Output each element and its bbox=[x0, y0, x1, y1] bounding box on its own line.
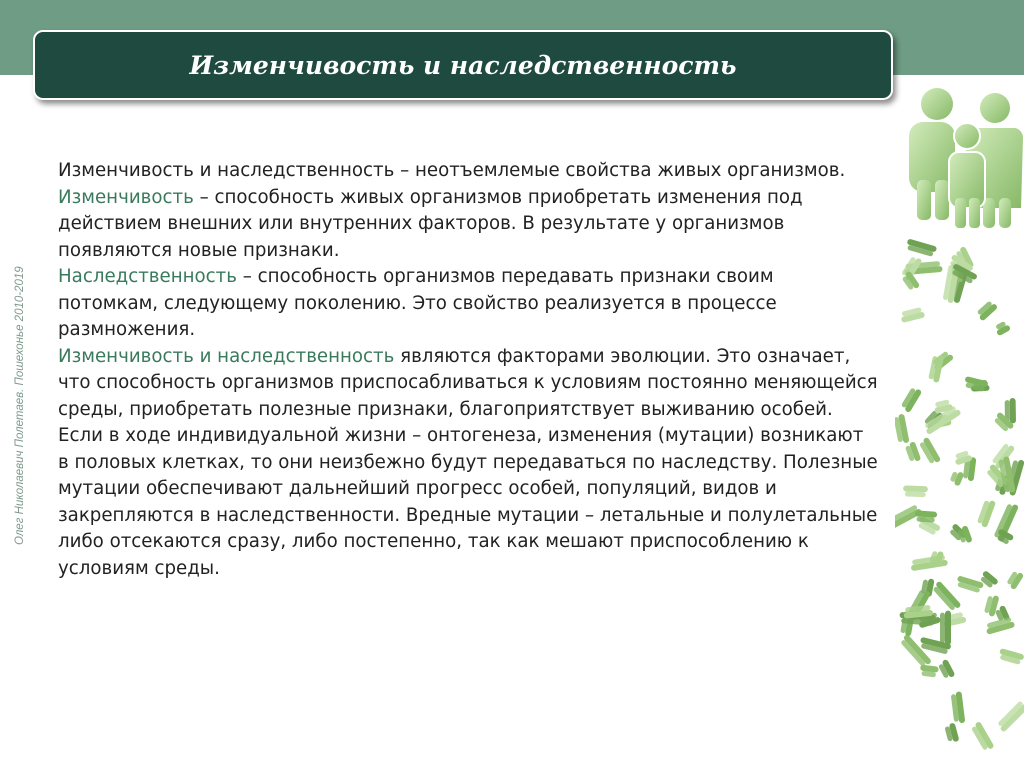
chromosome-shape bbox=[993, 320, 1011, 336]
family-figures-icon bbox=[909, 88, 1023, 228]
paragraph-intro-text: Изменчивость и наследственность – неотъемлемые свойства живых организмов. bbox=[58, 160, 846, 181]
chromosome-shape bbox=[998, 648, 1024, 665]
paragraph-heredity-text: – способность организмов передавать признаки своим потомкам, следующему поколению. Это свойство реализуется в процессе размножения. bbox=[58, 266, 777, 340]
paragraph-intro bbox=[58, 158, 878, 185]
chromosome-shape bbox=[937, 659, 955, 681]
chromosome-shape bbox=[904, 441, 921, 463]
slide-content bbox=[58, 158, 878, 582]
chromosome-shape bbox=[949, 469, 964, 486]
chromosome-shape bbox=[895, 503, 923, 529]
chromosome-shape bbox=[976, 498, 996, 528]
chromosome-shape bbox=[895, 414, 910, 445]
chromosome-shape bbox=[919, 665, 939, 678]
chromosome-shape bbox=[905, 238, 937, 257]
chromosome-shape bbox=[914, 510, 937, 523]
chromosome-shape bbox=[940, 611, 951, 645]
chromosomes-pattern bbox=[895, 238, 1024, 752]
paragraph-evolution-text: являются факторами эволюции. Это означает, что способность организмов приспосабливаться к условиям постоянно меняющейся среды, приобретать полезные признаки, благоприятствует выживанию особей. Если в ходе индивидуальной жизни – онтогенеза, изменения (мутации) возникают в половых клетках, то они неизбежно будут передаваться по наследству. Полезные мутации обеспечивают дальнейший прогресс особей, популяций, видов и закрепляются в наследственности. Вредные мутации – летальные и полулетальные либо отсекаются сразу, либо постепенно, так как мешают приспособлению к условиям среды. bbox=[58, 345, 878, 579]
paragraph-heredity bbox=[58, 264, 878, 344]
chromosome-shape bbox=[918, 437, 941, 466]
chromosome-shape bbox=[944, 722, 960, 743]
decor-panel bbox=[895, 80, 1024, 767]
chromosome-shape bbox=[931, 580, 961, 612]
chromosome-shape bbox=[975, 299, 998, 321]
paragraph-evolution-lead: Изменчивость и наследственность bbox=[58, 345, 395, 367]
chromosome-shape bbox=[970, 721, 994, 752]
title-box bbox=[33, 30, 893, 100]
chromosome-shape bbox=[1005, 569, 1024, 590]
chromosome-shape bbox=[900, 307, 926, 323]
paragraph-heredity-lead: Наследственность bbox=[58, 266, 237, 287]
paragraph-evolution bbox=[58, 344, 878, 583]
paragraph-variability-text: – способность живых организмов приобретать изменения под действием внешних или внутренних факторов. В результате у организмов появляются новые признаки. bbox=[58, 186, 803, 261]
chromosome-shape bbox=[903, 485, 928, 497]
chromosome-shape bbox=[955, 575, 984, 593]
chromosome-shape bbox=[900, 386, 922, 413]
chromosome-shape bbox=[951, 691, 966, 724]
paragraph-variability bbox=[58, 185, 878, 265]
side-credit: Олег Николаевич Полетаев. Пошехонье 2010-2019 bbox=[14, 266, 26, 545]
slide-title: Изменчивость и наследственность bbox=[189, 50, 737, 80]
paragraph-variability-lead: Изменчивость bbox=[58, 186, 194, 208]
chromosome-shape bbox=[928, 354, 944, 383]
chromosome-shape bbox=[996, 699, 1024, 732]
